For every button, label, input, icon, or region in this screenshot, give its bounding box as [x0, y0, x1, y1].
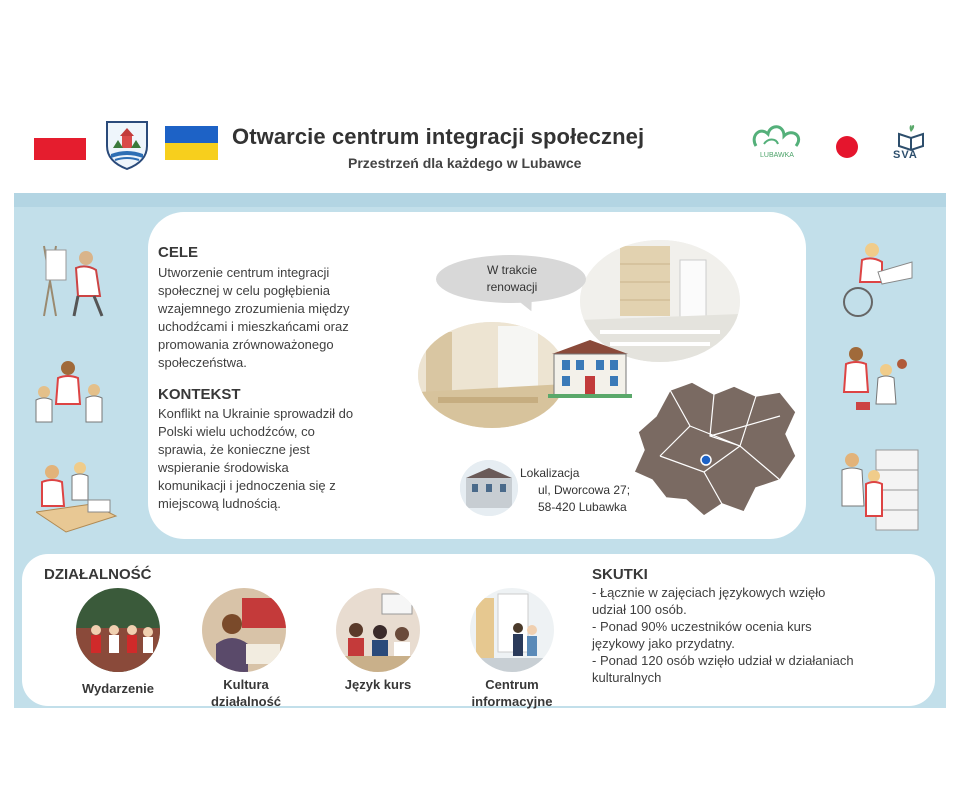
activity-label-info-center: Centrum informacyjne — [471, 677, 553, 709]
cele-heading: CELE — [158, 244, 199, 261]
page-subtitle: Przestrzeń dla każdego w Lubawce — [348, 155, 582, 171]
background-top-strip — [14, 193, 946, 207]
ukraine-flag-icon — [165, 126, 218, 160]
culture-activity-photo — [202, 588, 286, 672]
library-shelves-illustration-icon — [836, 446, 920, 532]
location-building-photo — [460, 460, 518, 516]
cele-text: Utworzenie centrum integracji społecznej w celu pogłębienia wzajemnego zrozumienia między uchodźcami i mieszkańcami oraz promowania zrównoważonego społeczeństwa. — [158, 265, 350, 370]
skutki-item: - Ponad 120 osób wzięło udział w działaniach — [592, 653, 854, 668]
room-interior-image-left — [418, 322, 566, 428]
classroom-group-illustration-icon — [28, 352, 112, 438]
skutki-item: kulturalnych — [592, 670, 662, 685]
skutki-item: językowy jako przydatny. — [592, 636, 735, 651]
skutki-heading: SKUTKI — [592, 566, 648, 583]
location-address: ul, Dworcowa 27; 58-420 Lubawka — [538, 483, 631, 514]
group-reading-illustration-icon — [826, 340, 910, 426]
skutki-list — [592, 584, 932, 686]
dzialalnosc-heading: DZIAŁALNOŚĆ — [44, 566, 152, 583]
language-course-photo — [336, 588, 420, 672]
building-icon — [548, 336, 632, 398]
region-map-icon — [630, 376, 800, 518]
lubawka-logo-text: LUBAWKA — [760, 152, 794, 159]
skutki-item: udział 100 osób. — [592, 602, 687, 617]
sva-logo-text: SVA — [893, 149, 918, 161]
kontekst-text: Konflikt na Ukrainie sprowadził do Polski wielu uchodźców, co sprawia, że konieczne jest wspieranie środowiska komunikacji i jednoczenia się z miejscową ludnością. — [158, 406, 354, 511]
reception-desk-illustration-icon — [36, 456, 120, 542]
skutki-item: - Łącznie w zajęciach językowych wzięło — [592, 585, 826, 600]
poland-flag-icon — [34, 138, 86, 160]
activity-label-culture: Kultura działalność — [210, 677, 282, 709]
wheelchair-drawing-illustration-icon — [832, 238, 916, 324]
activity-label-event: Wydarzenie — [81, 681, 154, 696]
info-center-photo — [470, 588, 554, 672]
skutki-item: - Ponad 90% uczestników ocenia kurs — [592, 619, 812, 634]
renovation-label: W trakcie renowacji — [486, 263, 538, 294]
lubawka-crest-icon — [103, 118, 151, 170]
event-photo — [76, 588, 160, 672]
page-title: Otwarcie centrum integracji społecznej — [232, 124, 645, 149]
japan-flag-icon — [836, 136, 858, 158]
activity-label-language: Język kurs — [344, 677, 412, 692]
painter-illustration-icon — [34, 236, 118, 322]
kontekst-heading: KONTEKST — [158, 386, 241, 403]
location-heading: Lokalizacja — [520, 466, 580, 480]
